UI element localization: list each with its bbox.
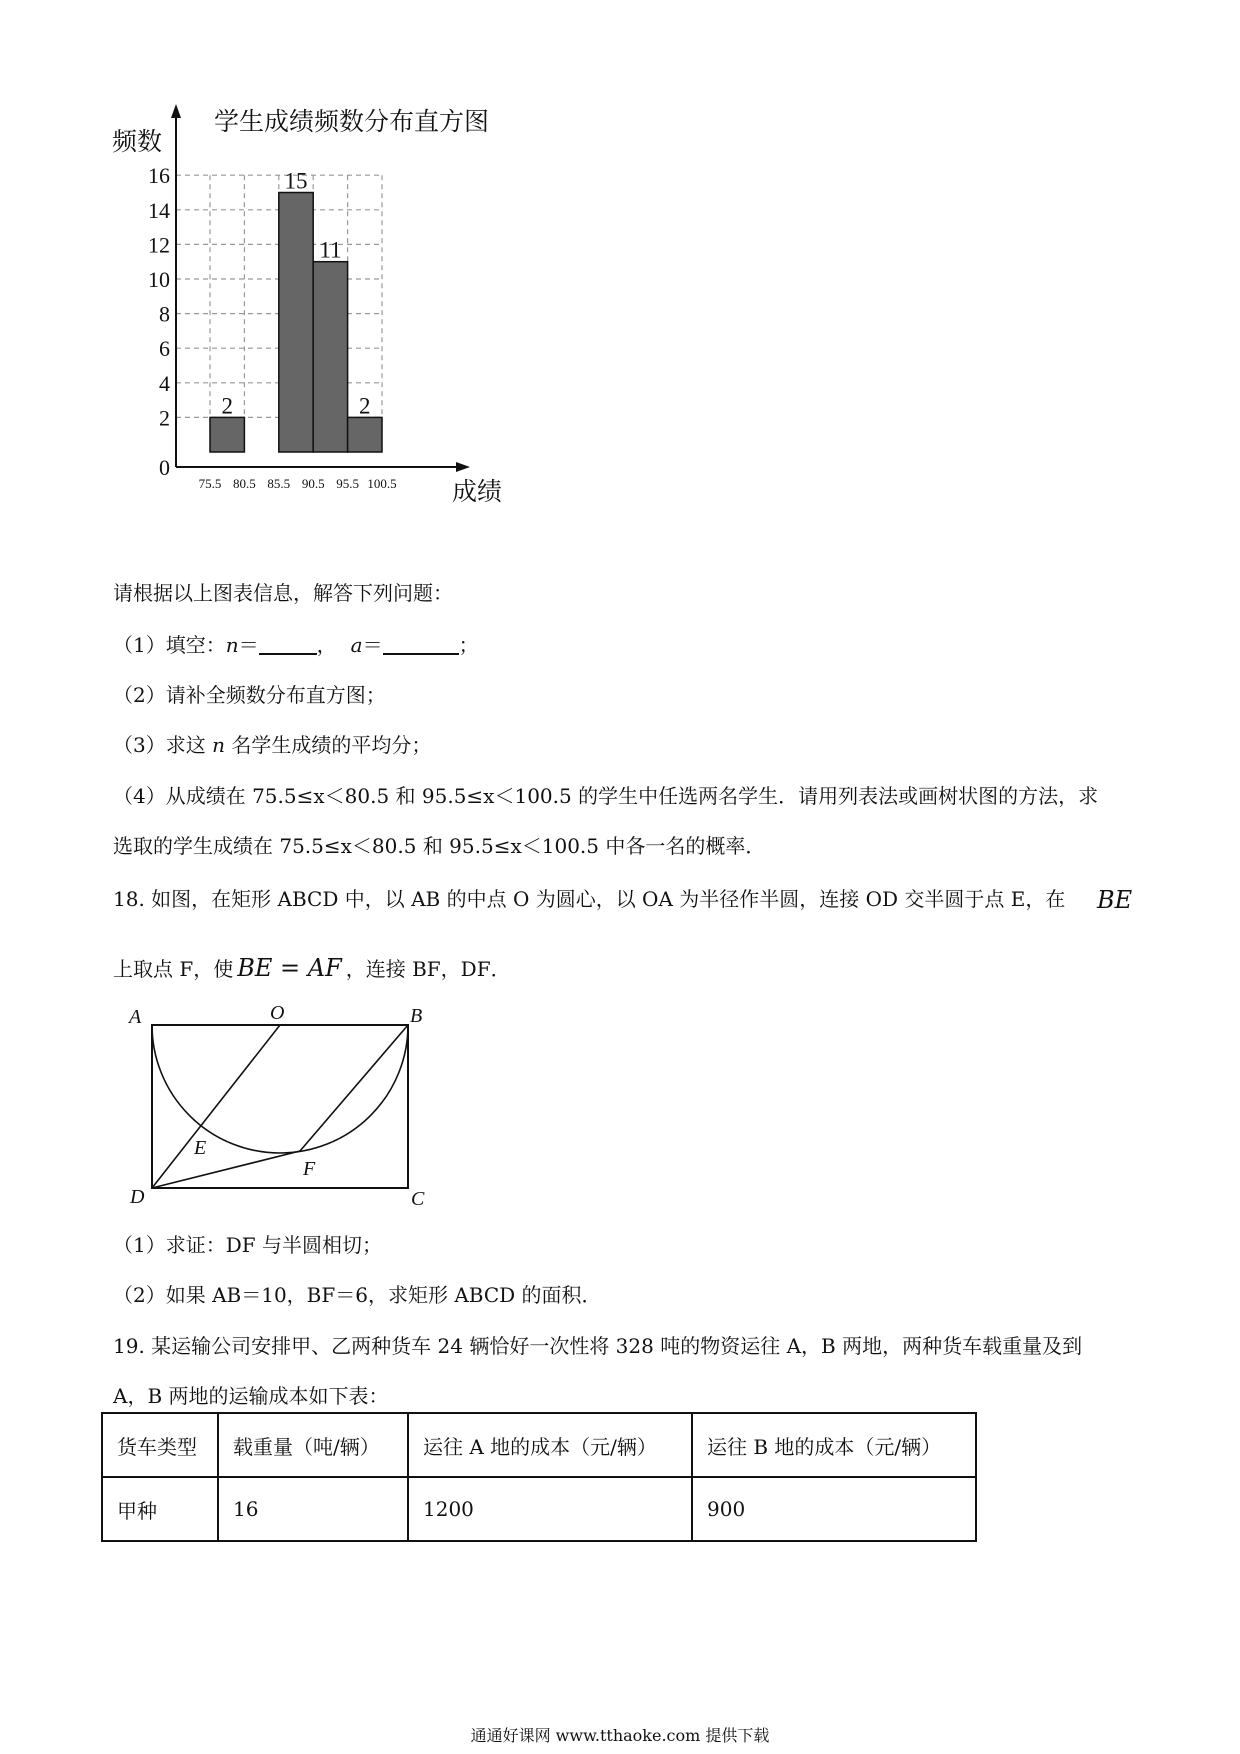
x-tick-labels [199, 476, 397, 491]
q18-text: ，连接 BF，DF． [345, 957, 511, 981]
y-tick-label: 10 [148, 267, 170, 292]
q18-line1 [113, 886, 1065, 912]
table-header-row [102, 1413, 976, 1477]
table-cell: 1200 [408, 1477, 692, 1541]
x-tick-label: 95.5 [336, 476, 359, 491]
point-label-F: F [303, 1158, 316, 1180]
y-axis-label: 频数 [112, 127, 163, 156]
histogram-bar [348, 417, 382, 452]
table-cell: 甲种 [102, 1477, 218, 1541]
page-footer: 通通好课网 www.tthaoke.com 提供下载 [470, 1726, 770, 1745]
histogram-bar [210, 417, 244, 452]
point-label-O: O [270, 1002, 285, 1024]
q18-text: 18. 如图，在矩形 ABCD 中，以 AB 的中点 O 为圆心，以 OA 为半径作半圆，连接 OD 交半圆于点 E，在 [113, 887, 1066, 911]
q18-line2 [113, 955, 511, 982]
segment-OD [152, 1025, 280, 1188]
x-axis-label: 成绩 [452, 477, 503, 506]
y-tick-label: 8 [159, 301, 170, 327]
geometry-figure [120, 995, 440, 1215]
segment-DF [152, 1151, 300, 1188]
y-tick-label: 6 [159, 336, 170, 362]
y-tick-labels [148, 163, 170, 480]
bar-value-label: 2 [359, 393, 371, 419]
answer-blank-a[interactable] [383, 633, 459, 655]
bar-value-label: 11 [319, 237, 342, 263]
table-header-cell: 载重量（吨/辆） [218, 1413, 408, 1477]
table-header-cell: 货车类型 [102, 1413, 218, 1477]
x-tick-label: 85.5 [267, 476, 291, 491]
table-cell: 900 [692, 1477, 976, 1541]
point-label-C: C [411, 1188, 425, 1210]
q17-part4-line1: （4）从成绩在 75.5≤x＜80.5 和 95.5≤x＜100.5 的学生中任选两名学生．请用列表法或画树状图的方法，求 [113, 784, 1099, 808]
q18-part2: （2）如果 AB＝10，BF＝6，求矩形 ABCD 的面积． [113, 1283, 602, 1307]
chart-title: 学生成绩频数分布直方图 [214, 107, 490, 136]
bar-value-label: 2 [221, 393, 233, 419]
histogram-bar [313, 262, 347, 452]
table-cell: 16 [218, 1477, 408, 1541]
answer-blank-n[interactable] [259, 633, 317, 655]
y-tick-label: 0 [159, 455, 170, 480]
var-n: n [212, 733, 225, 757]
point-label-D: D [130, 1186, 145, 1208]
table-header-cell: 运往 A 地的成本（元/辆） [408, 1413, 692, 1477]
y-tick-label: 16 [148, 163, 170, 189]
q17-part3-b: 名学生成绩的平均分； [224, 733, 432, 757]
y-tick-label: 2 [159, 405, 170, 431]
chart-bars [210, 193, 382, 453]
q17-part3 [113, 732, 431, 758]
table-header-cell: 运往 B 地的成本（元/辆） [692, 1413, 976, 1477]
point-label-B: B [410, 1005, 423, 1027]
var-n: n [225, 633, 239, 657]
q17-part4-line2: 选取的学生成绩在 75.5≤x＜80.5 和 95.5≤x＜100.5 中各一名的概率． [113, 834, 766, 858]
q17-part1 [113, 632, 479, 658]
comma: ， [316, 633, 337, 657]
equals: ＝ [362, 633, 383, 657]
y-tick-label: 12 [148, 232, 170, 258]
semicircle [152, 1025, 408, 1153]
x-tick-label: 80.5 [233, 476, 256, 491]
x-tick-label: 100.5 [367, 476, 397, 491]
cost-table [101, 1412, 977, 1542]
q19-line2: A，B 两地的运输成本如下表： [113, 1384, 389, 1408]
y-tick-label: 4 [159, 370, 170, 396]
histogram-bar [279, 193, 313, 453]
q18-part1: （1）求证：DF 与半圆相切； [113, 1233, 382, 1257]
bar-value-label: 15 [284, 168, 308, 194]
point-label-E: E [194, 1137, 207, 1159]
y-tick-label: 14 [148, 197, 170, 223]
arc-BE-math: BE [1097, 886, 1133, 914]
q17-intro: 请根据以上图表信息，解答下列问题： [113, 581, 453, 605]
x-tick-label: 75.5 [198, 476, 222, 491]
q17-part3-a: （3）求这 [113, 733, 213, 757]
histogram-chart [0, 0, 560, 520]
point-label-A: A [129, 1006, 142, 1028]
equals: ＝ [238, 633, 259, 657]
equation-BE-AF: BE = AF [237, 954, 342, 982]
table-row [102, 1477, 976, 1541]
q17-part2: （2）请补全频数分布直方图； [113, 683, 386, 707]
q18-text: 上取点 F，使 [113, 957, 234, 981]
q17-part1-label: （1）填空： [113, 633, 226, 657]
q19-line1: 19. 某运输公司安排甲、乙两种货车 24 辆恰好一次性将 328 吨的物资运往 A，B 两地，两种货车载重量及到 [113, 1334, 1083, 1358]
x-tick-label: 90.5 [301, 476, 325, 491]
rectangle-ABCD [152, 1025, 408, 1188]
var-a: a [350, 633, 363, 657]
semicolon: ； [458, 633, 479, 657]
